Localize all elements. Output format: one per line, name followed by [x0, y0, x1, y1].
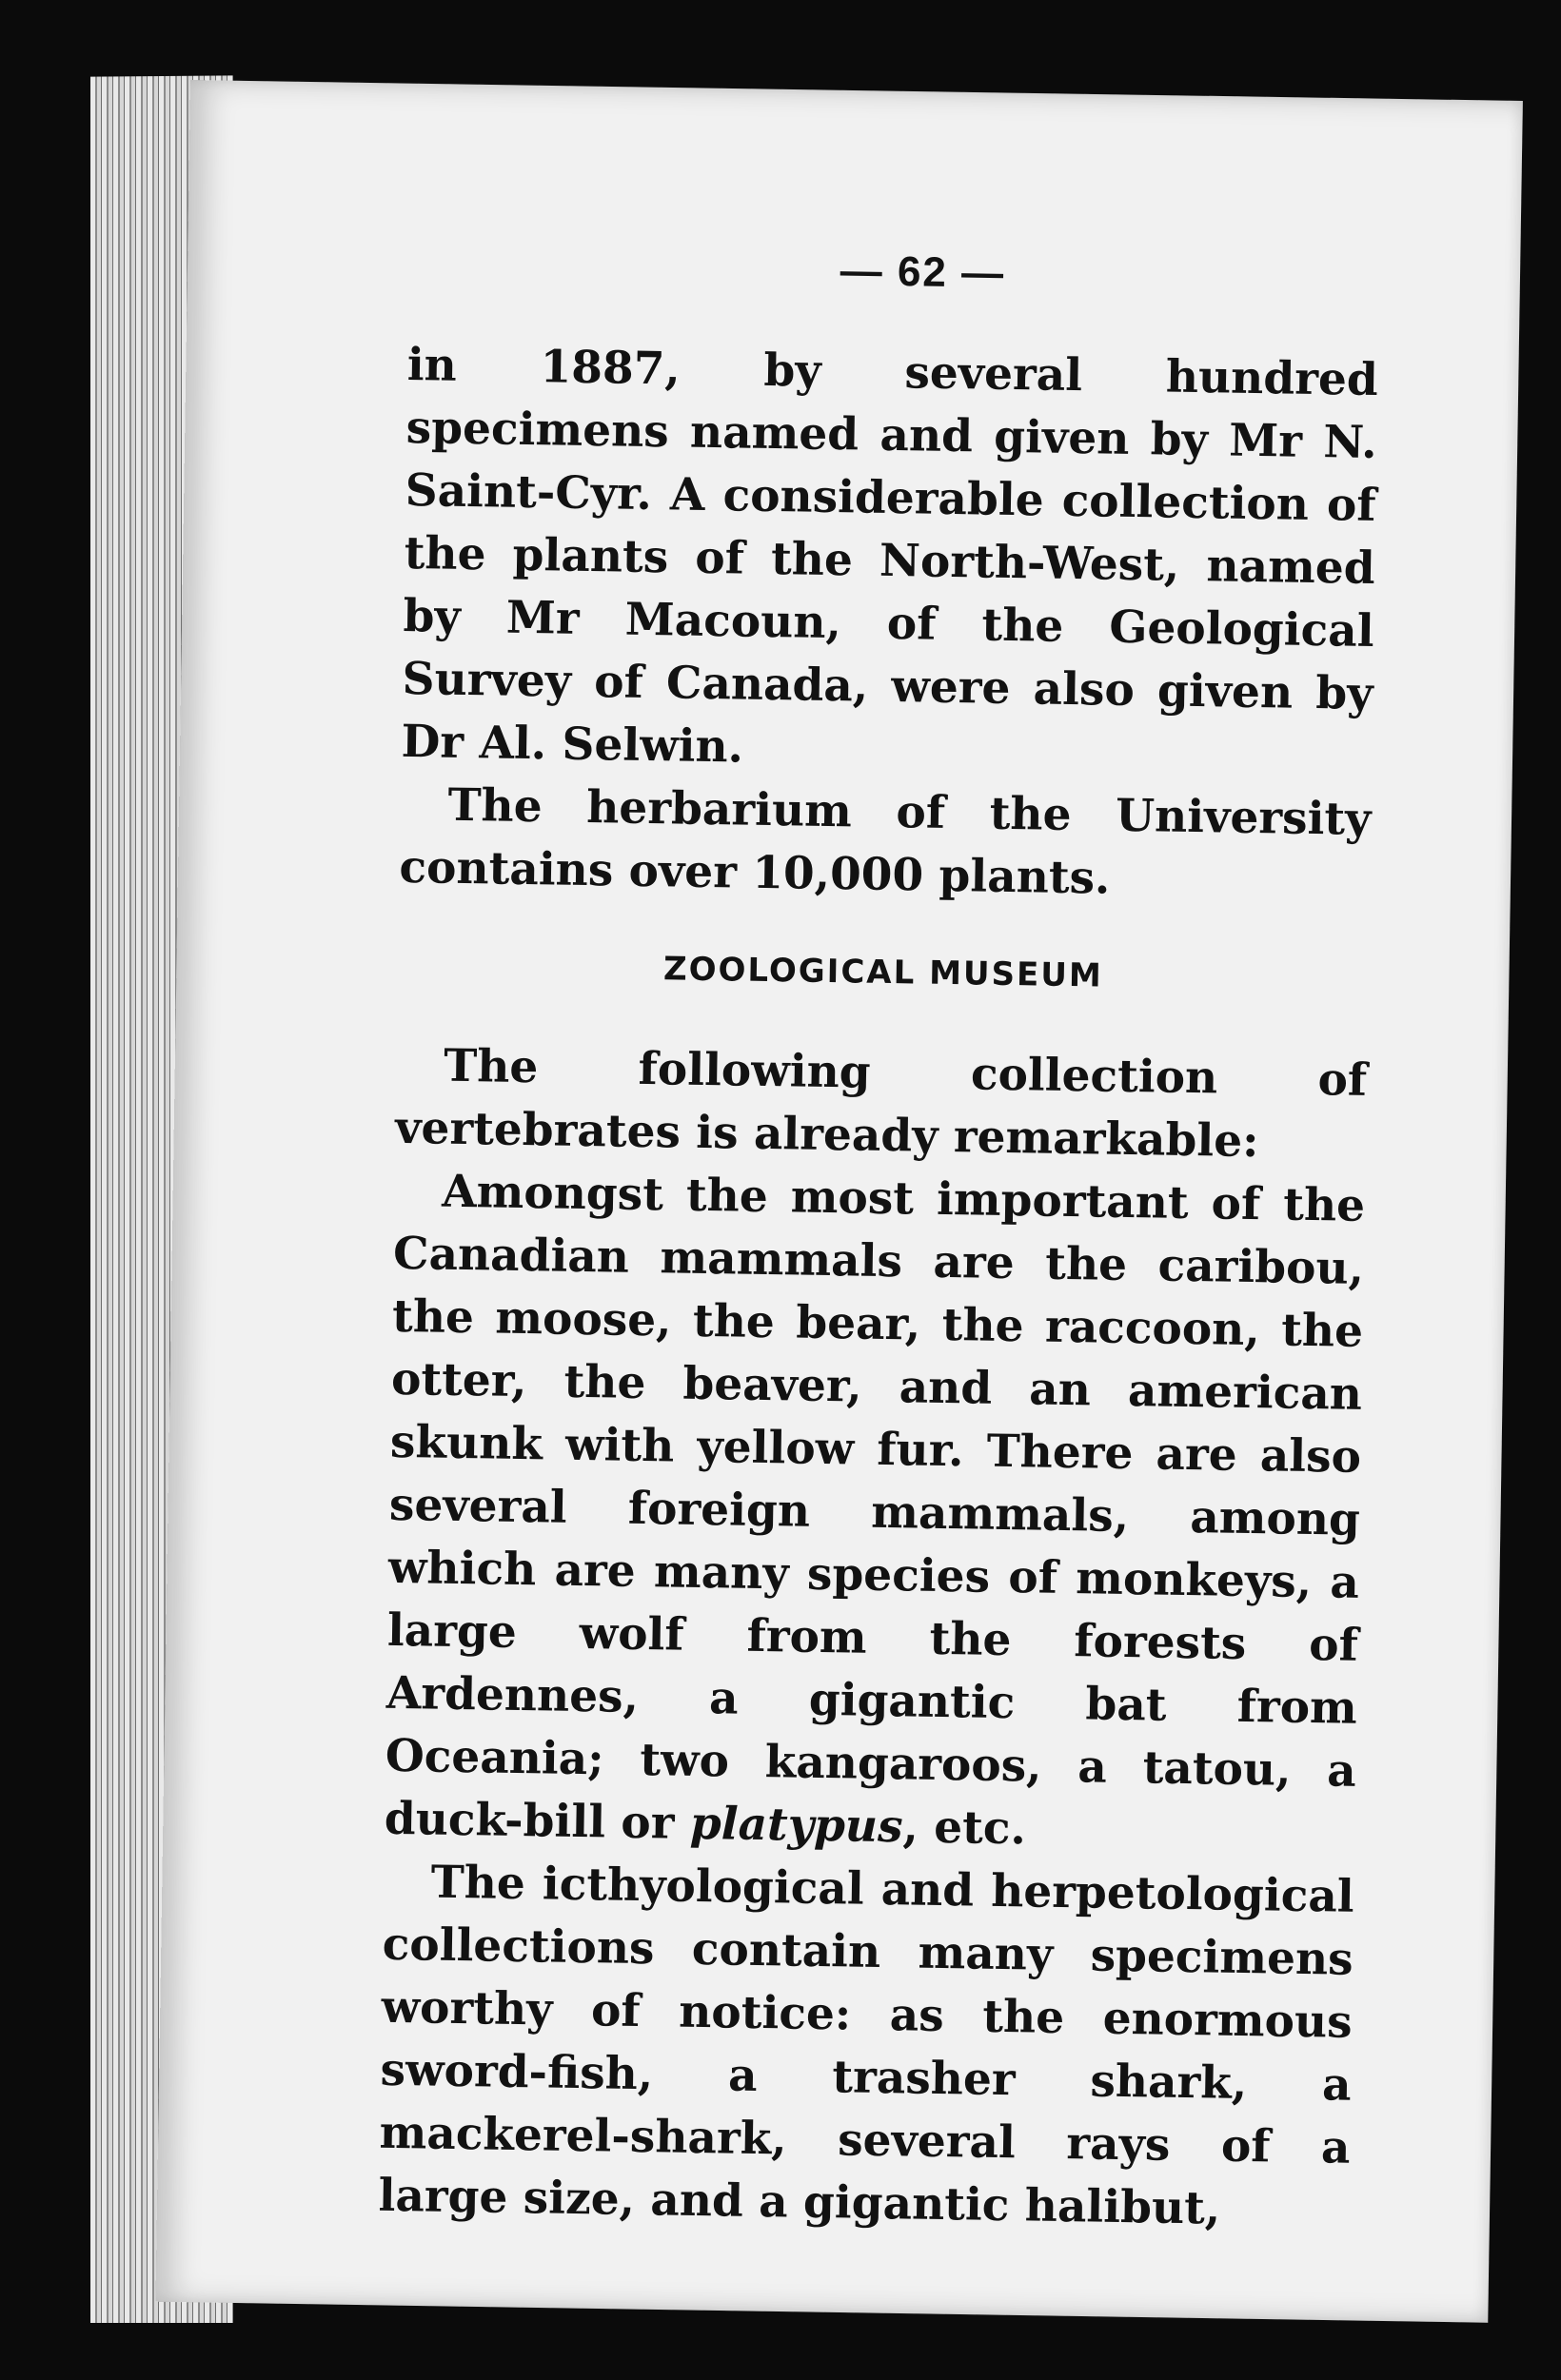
mammals-text: Amongst the most important of the Canadian mammals are the caribou, the moose, the bear, the raccoon, the otter, the beaver, and an american skunk with yellow fur. There are also several foreign mammals, among which are many species of monkeys, a large wolf from the forests of Ardennes, a gigantic bat from Oceania; two kangaroos, a tatou, a duck-bill or [384, 1165, 1366, 1850]
bottom-border [0, 2323, 1561, 2380]
page-number: — 62 — [840, 247, 1006, 297]
right-border [1529, 0, 1561, 2380]
paragraph-herbarium: The herbarium of the University contains over 10,000 plants. [399, 778, 1372, 905]
mammals-tail: , etc. [902, 1800, 1027, 1856]
platypus-word: platypus [689, 1797, 903, 1854]
paragraph-vertebrates: The following collection of vertebrates is already remarkable: [394, 1039, 1368, 1169]
paragraph-fish: The icthyological and herpetological collections contain many specimens worthy of notice: as the enormous sword-fish, a trasher shark, a mackerel-shark, several rays of a large size, and a gigantic halibut, [378, 1856, 1355, 2235]
section-heading: ZOOLOGICAL MUSEUM [662, 950, 1104, 995]
page-text [378, 233, 1380, 2243]
paragraph-continuation: in 1887, by several hundred specimens named and given by Mr N. Saint-Cyr. A considerable collection of the plants of the North-West, named by Mr Macoun, of the Geological Survey of Canada, were also given by Dr Al. Selwin. [401, 338, 1379, 774]
paragraph-mammals [384, 1160, 1365, 1866]
